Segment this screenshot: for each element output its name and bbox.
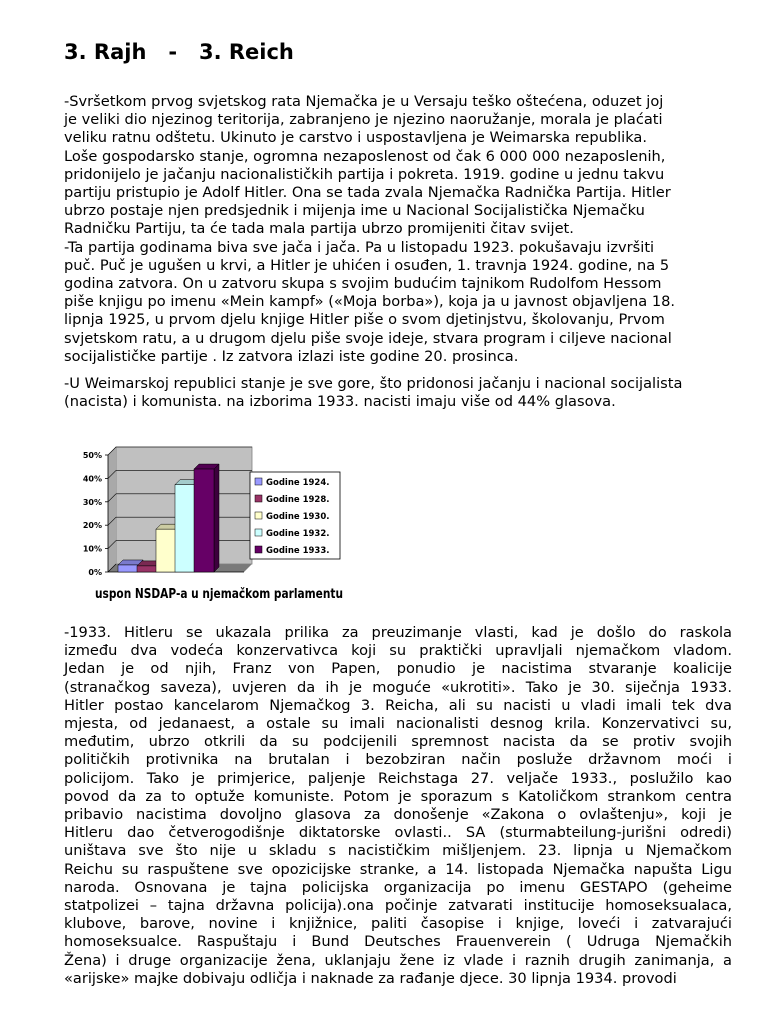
text-line: naroda. Osnovana je tajna policijska organizacija po imenu GESTAPO (geheime (64, 878, 732, 896)
bar (137, 566, 157, 572)
chart-title: uspon NSDAP-a u njemačkom parlamentu (95, 587, 343, 602)
text-line: ubrzo postaje njen predsjednik i mijenja ime u Nacional Socijalistička Njemačku (64, 202, 645, 220)
legend-swatch (255, 512, 262, 519)
y-tick-label: 10% (82, 544, 102, 554)
text-line: je veliki dio njezinog teritorija, zabranjeno je njezino naoružanje, morala je plaćati (64, 111, 663, 129)
chart-side-wall (108, 447, 116, 572)
text-line: -U Weimarskoj republici stanje je sve gore, što pridonosi jačanju i nacional socijalista (64, 375, 683, 392)
text-line: klubove, barove, novine i knjižnice, paliti časopise i knjige, loveći i zatvarajući (64, 915, 732, 933)
legend-label: Godine 1932. (266, 529, 330, 539)
legend-swatch (255, 478, 262, 485)
text-line: međutim, ubrzo otkrili da su podcijenili spremnost nacista da se protiv svojih (64, 733, 732, 751)
text-line: uništava sve što nije u skladu s nacističkim mišljenjem. 23. lipnja u Njemačkom (64, 842, 732, 860)
text-line: političkih protivnika na brutalan i bezobziran način posluže državnom moći i (64, 751, 732, 769)
text-line: -Svršetkom prvog svjetskog rata Njemačka je u Versaju teško oštećena, oduzet joj (64, 93, 664, 110)
legend-swatch (255, 495, 262, 502)
text-line: povod da za to optuže komuniste. Potom je sporazum s Katoličkom strankom centra (64, 787, 732, 805)
y-tick-label: 30% (82, 497, 102, 507)
paragraph-intro (64, 93, 732, 366)
legend-label: Godine 1930. (266, 512, 330, 522)
legend-swatch (255, 546, 262, 553)
text-line: policijom. Tako je primjerice, paljenje Reichstaga 27. veljače 1933., poslužilo kao (64, 769, 732, 787)
text-line: homoseksualce. Raspuštaju i Bund Deutsches Frauenverein ( Udruga Njemačkih (64, 933, 732, 951)
paragraph-weimar (64, 375, 732, 411)
text-line: -Ta partija godinama biva sve jača i jača. Pa u listopadu 1923. pokušavaju izvršiti (64, 238, 655, 256)
paragraph-1933 (64, 624, 732, 988)
bar (175, 485, 195, 572)
text-line: socijalističke partije . Iz zatvora izlazi iste godine 20. prosinca. (64, 347, 519, 365)
text-line: Hitler postao kancelarom Njemačkog 3. Reicha, ali su nacisti u vladi imali tek dva (64, 696, 732, 714)
text-line: statpolizei – tajna državna policija).ona počinje zatvarati institucije homoseksualaca, (64, 897, 732, 915)
bar (156, 529, 176, 572)
text-line: partiju pristupio je Adolf Hitler. Ona se tada zvala Njemačka Radnička Partija. Hitler (64, 184, 671, 202)
text-line: svjetskom ratu, a u drugom djelu piše svoje ideje, stvara program i ciljeve nacional (64, 329, 672, 347)
page-title: 3. Rajh - 3. Reich (64, 40, 294, 64)
text-line: godina zatvora. On u zatvoru skupa s svojim budućim tajnikom Rudolfom Hessom (64, 275, 662, 293)
y-tick-label: 40% (82, 474, 102, 484)
legend-label: Godine 1924. (266, 478, 330, 488)
y-tick-label: 50% (82, 451, 102, 460)
bar (194, 469, 214, 572)
text-line: Jedan je od njih, Franz von Papen, ponudio je nacistima stvaranje koalicije (64, 660, 732, 678)
bar (118, 565, 138, 572)
bar-side (214, 464, 219, 572)
text-line: pribavio nacistima dovoljno glasova za donošenje «Zakona o ovlaštenju», koji je (64, 806, 732, 824)
legend-label: Godine 1928. (266, 495, 330, 505)
nsdap-chart (62, 440, 362, 610)
text-line: Reichu su raspuštene sve opozicijske stranke, a 14. listopada Njemačka napušta Ligu (64, 860, 732, 878)
text-line: Hitleru dao četverogodišnje diktatorske ovlasti.. SA (sturmabteilung-jurišni odredi) (64, 824, 732, 842)
nsdap-chart-svg (62, 440, 362, 610)
text-line: Loše gospodarsko stanje, ogromna nezaposlenost od čak 6 000 000 nezaposlenih, (64, 147, 666, 165)
text-line: veliku ratnu odštetu. Ukinuto je carstvo i uspostavljena je Weimarska republika. (64, 129, 648, 147)
text-line: «arijske» majke dobivaju odličja i naknade za rađanje djece. 30 lipnja 1934. provodi (64, 969, 677, 987)
y-tick-label: 0% (88, 568, 102, 577)
text-line: Žena) i druge organizacije žena, uklanjaju žene iz vlade i raznih drugih zanimanja, a (64, 951, 732, 969)
text-line: puč. Puč je ugušen u krvi, a Hitler je uhićen i osuđen, 1. travnja 1924. godine, na 5 (64, 256, 670, 274)
text-line: (nacista) i komunista. na izborima 1933. nacisti imaju više od 44% glasova. (64, 393, 616, 411)
text-line: mjesta, od jedanaest, a ostale su imali nacionalisti desnog krila. Konzervativci su, (64, 715, 732, 733)
text-line: pridonijelo je jačanju nacionalističkih partija i pokreta. 1919. godine u jednu takvu (64, 165, 665, 183)
text-line: piše knjigu po imenu «Mein kampf» («Moja borba»), koja ja u javnost objavljena 18. (64, 293, 676, 311)
text-line: (stranačkog saveza), uvjeren da ih je moguće «ukrotiti». Tako je 30. siječnja 1933. (64, 678, 732, 696)
legend-label: Godine 1933. (266, 546, 330, 556)
text-line: -1933. Hitleru se ukazala prilika za preuzimanje vlasti, kad je došlo do raskola (64, 624, 732, 641)
text-line: između dva vodeća konzervativca koji su praktički upravljali njemačkom vladom. (64, 642, 732, 660)
text-line: lipnja 1925, u prvom djelu knjige Hitler piše o svom djetinjstvu, školovanju, Prvom (64, 311, 665, 329)
legend-swatch (255, 529, 262, 536)
y-tick-label: 20% (82, 521, 102, 531)
text-line: Radničku Partiju, ta će tada mala partija ubrzo promijeniti čitav svijet. (64, 220, 574, 238)
